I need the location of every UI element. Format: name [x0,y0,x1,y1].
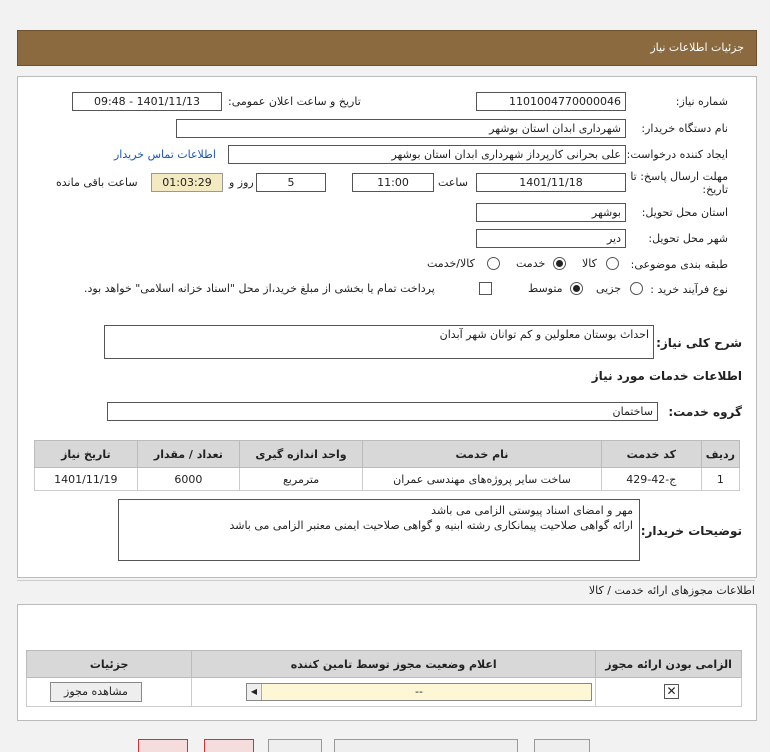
items-table [34,440,740,491]
deadline-time-field: 11:00 [352,173,434,192]
cell-row: 1 [701,468,739,491]
category-label: طبقه بندی موضوعی: [630,258,728,271]
page-title: جزئیات اطلاعات نیاز [650,41,744,54]
days-field: 5 [256,173,326,192]
need-number-label: شماره نیاز: [675,95,728,108]
col-need-date: تاریخ نیاز [35,441,138,468]
need-number-field: 1101004770000046 [476,92,626,111]
cell-quantity: 6000 [137,468,239,491]
buyer-contact-link[interactable]: اطلاعات تماس خریدار [114,148,216,161]
col-quantity: تعداد / مقدار [137,441,239,468]
bottom-action-button-2[interactable] [204,739,254,752]
divider [17,580,755,581]
permit-status-value: -- [415,685,423,698]
process-option-medium: متوسط [528,282,563,295]
category-radio-service[interactable] [553,257,566,270]
service-group-label: گروه خدمت: [668,405,742,419]
province-label: استان محل تحویل: [641,206,728,219]
bottom-action-button-5[interactable] [534,739,590,752]
col-service-code: کد خدمت [601,441,701,468]
description-label: شرح کلی نیاز: [656,336,742,350]
page-header [17,30,757,66]
description-field: احداث بوستان معلولین و کم توانان شهر آبدان [104,325,654,359]
items-table-header [35,441,740,468]
requester-label: ایجاد کننده درخواست: [626,148,728,161]
permits-table-header [27,651,742,678]
cell-service-code: ج-42-429 [601,468,701,491]
province-field: بوشهر [476,203,626,222]
remaining-time-field: 01:03:29 [151,173,223,192]
services-info-title: اطلاعات خدمات مورد نیاز [591,369,742,383]
category-radio-goods[interactable] [606,257,619,270]
days-label: روز و [229,176,254,189]
process-option-minor: جزیی [596,282,622,295]
category-radio-goods-service[interactable] [487,257,500,270]
service-group-field: ساختمان [107,402,658,421]
city-field: دیر [476,229,626,248]
col-unit: واحد اندازه گیری [240,441,363,468]
treasury-payment-note: پرداخت تمام یا بخشی از مبلغ خرید،از محل "اسناد خزانه اسلامی" خواهد بود. [84,282,435,295]
bottom-action-button-4[interactable] [334,739,518,752]
deadline-date-field: 1401/11/18 [476,173,626,192]
bottom-action-button-1[interactable] [138,739,188,752]
buyer-notes-line-1: مهر و امضای اسناد پیوستی الزامی می باشد [431,504,633,517]
permits-title: اطلاعات مجوزهای ارائه خدمت / کالا [588,584,755,597]
buyer-notes-label: توضیحات خریدار: [640,524,742,538]
treasury-payment-checkbox[interactable] [479,282,492,295]
deadline-date-label: تاریخ: [702,183,728,196]
col-row: ردیف [701,441,739,468]
buyer-notes-line-2: ارائه گواهی صلاحیت پیمانکاری رشته ابنیه و گواهی صلاحیت ایمنی معتبر الزامی می باشد [229,519,633,532]
view-permit-button[interactable]: مشاهده مجوز [50,682,142,702]
permit-status-select[interactable] [246,683,592,701]
deadline-label: مهلت ارسال پاسخ: تا [630,170,728,183]
announce-date-field: 1401/11/13 - 09:48 [72,92,222,111]
col-permit-status: اعلام وضعیت مجوز توسط تامین کننده [192,651,596,678]
deadline-time-label: ساعت [438,176,468,189]
process-radio-minor[interactable] [630,282,643,295]
cell-service-name: ساخت سایر پروژه‌های مهندسی عمران [363,468,602,491]
process-label: نوع فرآیند خرید : [650,283,728,296]
category-option-goods: کالا [582,257,597,270]
buyer-org-label: نام دستگاه خریدار: [641,122,728,135]
cell-unit: مترمربع [240,468,363,491]
table-row [35,468,740,491]
col-permit-required: الزامی بودن ارائه مجوز [596,651,742,678]
category-option-goods-service: کالا/خدمت [427,257,475,270]
buyer-org-field: شهرداری ابدان استان بوشهر [176,119,626,138]
chevron-down-icon[interactable]: ◀ [247,684,262,700]
category-option-service: خدمت [516,257,546,270]
col-permit-details: جزئیات [27,651,192,678]
requester-field: علی بحرانی کارپرداز شهرداری ابدان استان بوشهر [228,145,626,164]
col-service-name: نام خدمت [363,441,602,468]
announce-date-label: تاریخ و ساعت اعلان عمومی: [228,95,361,108]
remaining-time-label: ساعت باقی مانده [56,176,138,189]
buyer-notes-field [118,499,640,561]
process-radio-medium[interactable] [570,282,583,295]
bottom-action-button-3[interactable] [268,739,322,752]
permit-required-checkbox-icon: ✕ [664,684,679,699]
cell-need-date: 1401/11/19 [35,468,138,491]
city-label: شهر محل تحویل: [648,232,728,245]
